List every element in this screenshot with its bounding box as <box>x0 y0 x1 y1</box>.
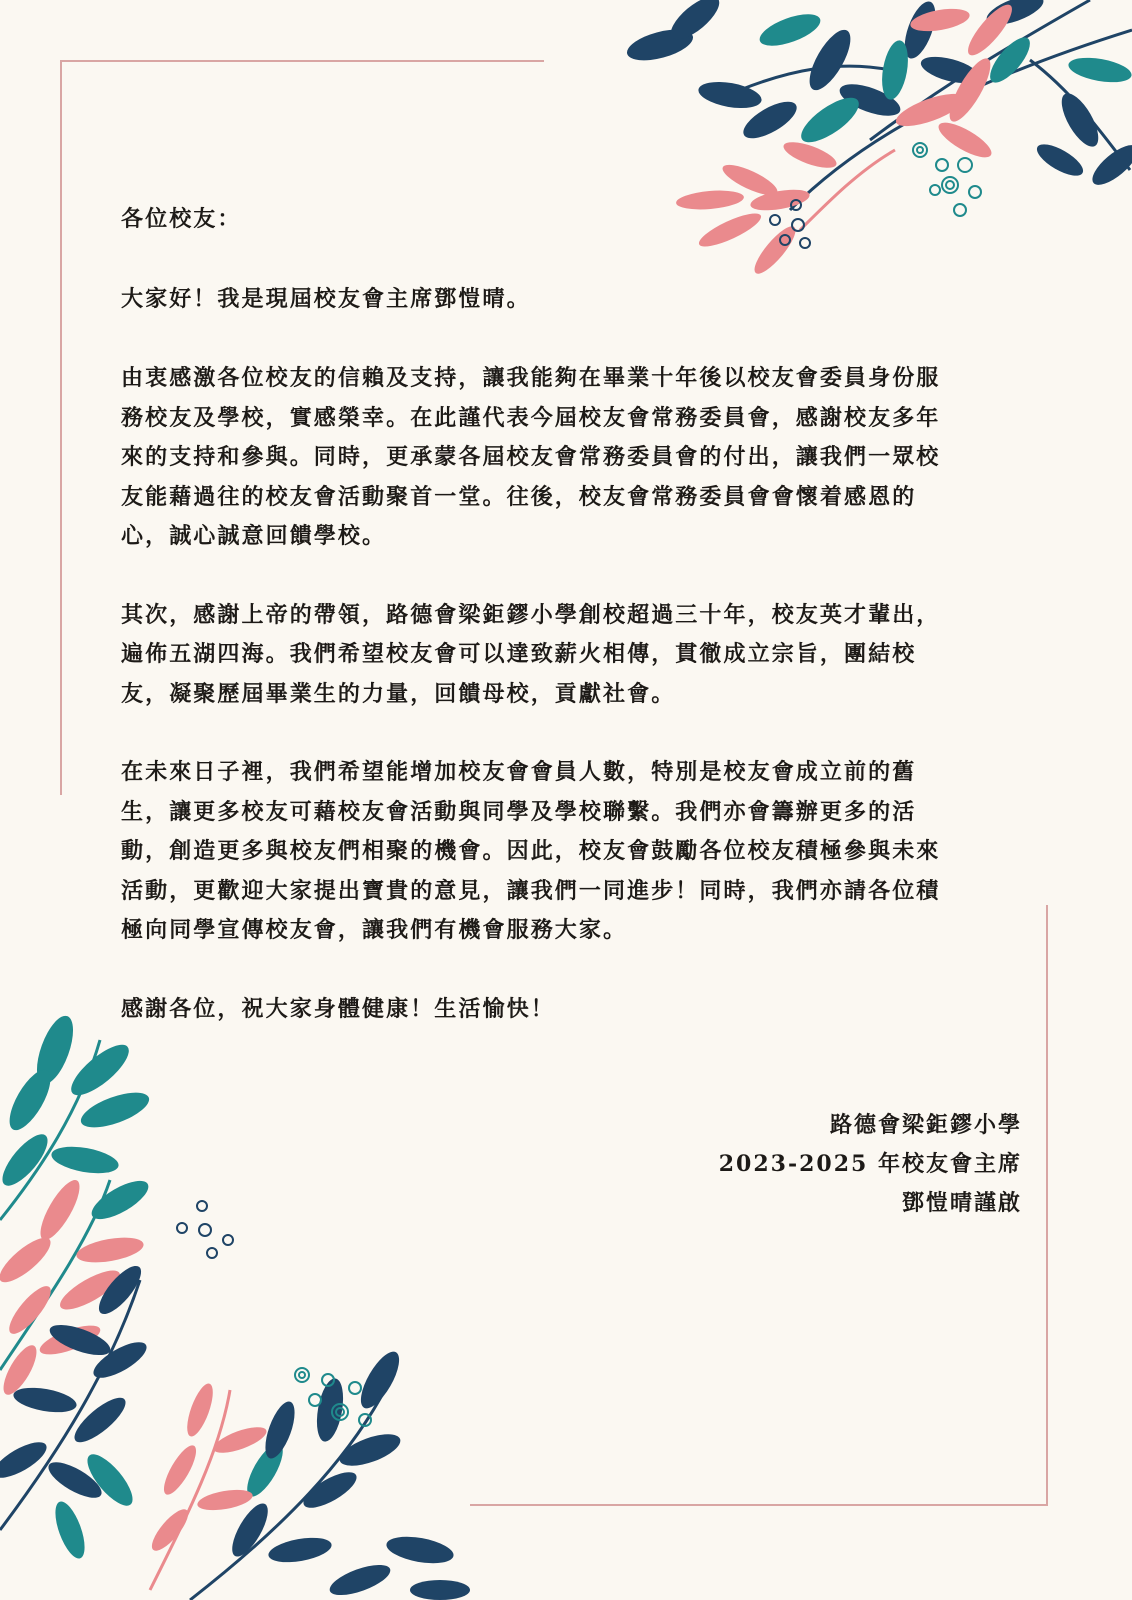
signature-name: 鄧愷晴謹啟 <box>901 1190 1022 1216</box>
frame-line-right <box>1046 905 1048 1505</box>
greeting-line: 大家好！我是現屆校友會主席鄧愷晴。 <box>121 285 531 312</box>
frame-line-bottom <box>470 1504 1048 1506</box>
salutation: 各位校友： <box>121 206 242 232</box>
paragraph-2: 其次，感謝上帝的帶領，路德會梁鉅鏐小學創校超過三十年，校友英才輩出， 遍佈五湖四海。我們希望校友會可以達致薪火相傳，貫徹成立宗旨，團結校 友，凝聚歷屆畢業生的力量，回饋母校，貢獻社會。 <box>121 601 941 707</box>
paragraph-1: 由衷感激各位校友的信賴及支持，讓我能夠在畢業十年後以校友會委員身份服 務校友及學校，實感榮幸。在此謹代表今屆校友會常務委員會，感謝校友多年 來的支持和參與。同時，更承蒙各屆校友會常務委員會的付出，讓我們一眾校 友能藉過往的校友會活動聚首一堂。往後，校友會常務委員會會懷着感恩的 心，誠心誠意回饋學校。 <box>121 365 941 549</box>
frame-line-left <box>60 60 62 795</box>
paragraph-3: 在未來日子裡，我們希望能增加校友會會員人數，特別是校友會成立前的舊 生，讓更多校友可藉校友會活動與同學及學校聯繫。我們亦會籌辦更多的活 動，創造更多與校友們相聚的機會。因此，校友會鼓勵各位校友積極參與未來 活動，更歡迎大家提出寶貴的意見，讓我們一同進步！同時，我們亦請各位積 極向同學宣傳校友會，讓我們有機會服務大家。 <box>121 759 941 943</box>
signature-school: 路德會梁鉅鏐小學 <box>829 1112 1022 1138</box>
signature-role: 2023-2025 年校友會主席 <box>718 1151 1022 1177</box>
bottom-left-leaf-decoration <box>0 1010 480 1600</box>
letter-body <box>121 200 1021 1068</box>
frame-line-top <box>60 60 544 62</box>
signature-block <box>719 1106 1022 1223</box>
paragraph-closing: 感謝各位，祝大家身體健康！生活愉快！ <box>121 995 555 1022</box>
